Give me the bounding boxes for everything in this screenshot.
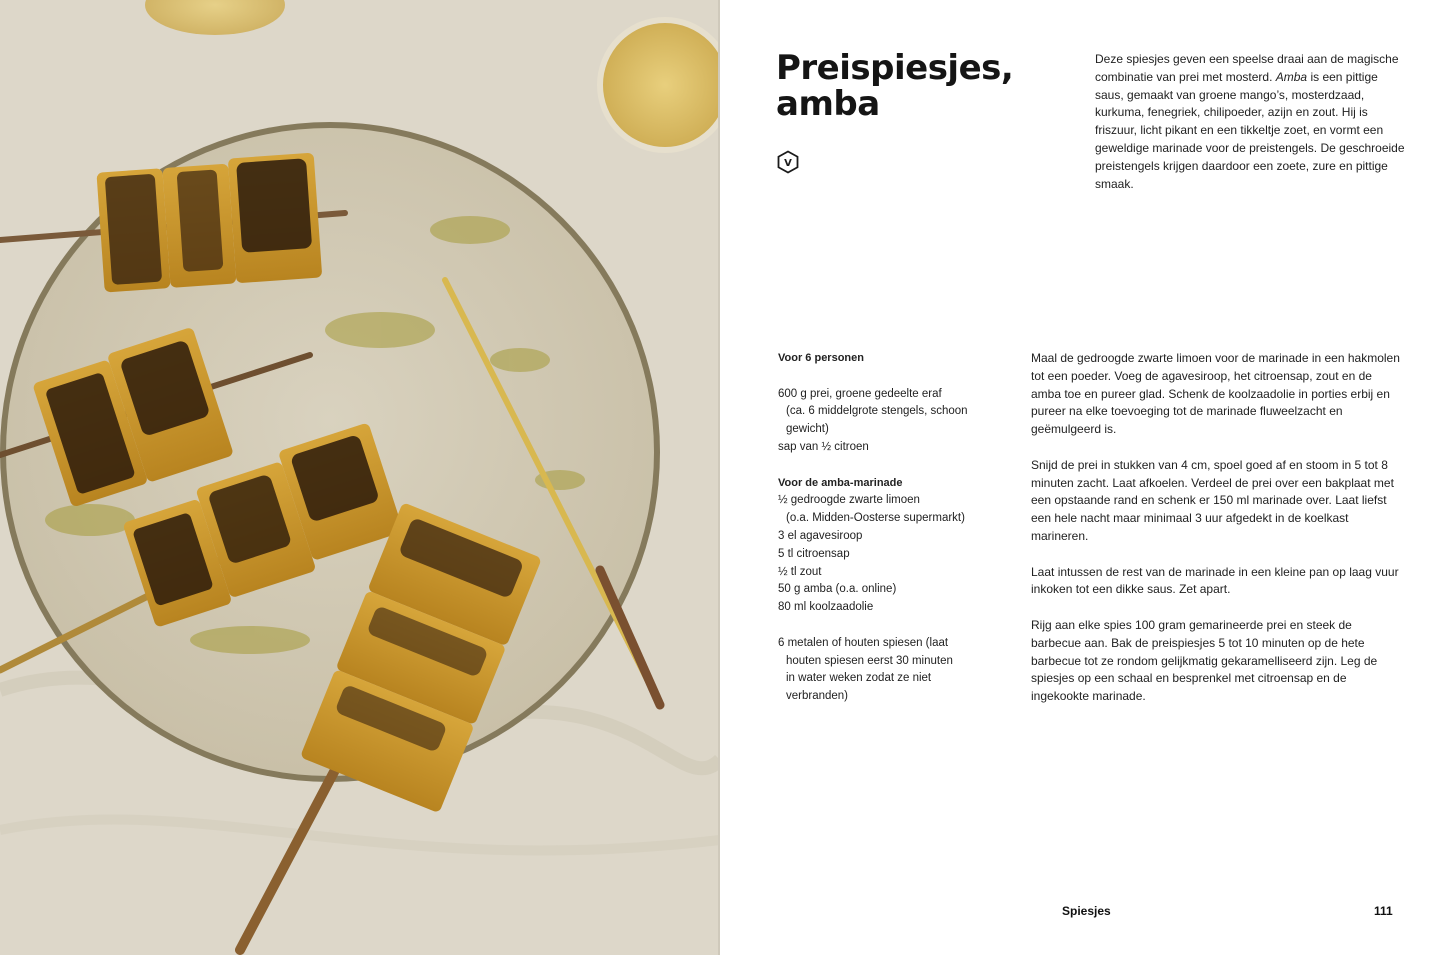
ingredient-item: 3 el agavesiroop <box>778 529 863 542</box>
ingredient-item: 600 g prei, groene gedeelte eraf <box>778 387 942 400</box>
method-step-1: Maal de gedroogde zwarte limoen voor de marinade in een hakmolen tot een poeder. Voeg de agavesiroop, het citroensap, zout en de amba toe en pureer glad. Schenk de koolzaadolie in porties erbij en pureer na elke toevoeging tot de marinade fluweelzacht en geëmulgeerd is. <box>1031 351 1400 437</box>
ingredient-item: 5 tl citroensap <box>778 547 850 560</box>
ingredients-list <box>778 350 993 706</box>
method-steps <box>1031 350 1401 724</box>
leek-skewer-1 <box>96 153 322 293</box>
recipe-title-line-1: Preispiesjes, <box>776 48 1014 88</box>
recipe-title <box>776 50 1013 122</box>
ingredient-item: 50 g amba (o.a. online) <box>778 583 897 596</box>
ingredient-item-continued: gewicht) <box>786 423 829 436</box>
vegetarian-badge-icon <box>776 150 800 174</box>
recipe-title-line-2: amba <box>776 84 880 124</box>
ingredient-item: ½ gedroogde zwarte limoen <box>778 494 920 507</box>
ingredient-item: 80 ml koolzaadolie <box>778 601 874 614</box>
ingredient-item-continued: (ca. 6 middelgrote stengels, schoon <box>786 405 968 418</box>
method-step-3: Laat intussen de rest van de marinade in een kleine pan op laag vuur inkoken tot een dikke saus. Zet apart. <box>1031 564 1399 597</box>
ingredient-item-continued: in water weken zodat ze niet <box>786 672 932 685</box>
ingredient-item: ½ tl zout <box>778 565 822 578</box>
ingredient-item-continued: (o.a. Midden-Oosterse supermarkt) <box>786 512 965 525</box>
intro-text-end: is een pittige saus, gemaakt van groene mango’s, mosterdzaad, kurkuma, fenegriek, chilipoeder, azijn en zout. Hij is friszuur, licht pikant en een tikkeltje zoet, en vormt een geweldige marinade voor de preistengels. De geschroeide preistengels krijgen daardoor een zoete, zure en pittige smaak. <box>1095 69 1405 191</box>
intro-paragraph <box>1095 51 1405 193</box>
marinade-heading: Voor de amba-marinade <box>778 476 903 489</box>
ingredient-item: 6 metalen of houten spiesen (laat <box>778 636 949 649</box>
ingredient-item-continued: houten spiesen eerst 30 minuten <box>786 654 953 667</box>
method-step-2: Snijd de prei in stukken van 4 cm, spoel goed af en stoom in 5 tot 8 minuten zacht. Laat afkoelen. Verdeel de prei over een bakplaat met een opstaande rand en schenk er 150 ml marinade over. Laat liefst een hele nacht maar minimaal 3 uur afgedekt in de koelkast marineren. <box>1031 457 1394 543</box>
beer-glass-right <box>600 20 720 150</box>
recipe-page <box>720 0 1440 955</box>
intro-emphasis: Amba <box>1275 69 1308 84</box>
footer-section-name: Spiesjes <box>1062 904 1111 918</box>
recipe-intro <box>1095 51 1405 193</box>
vegetarian-badge-letter: V <box>784 158 792 169</box>
page-number: 111 <box>1374 904 1393 918</box>
method-step-4: Rijg aan elke spies 100 gram gemarineerde prei en steek de barbecue aan. Bak de preispiesjes 5 tot 10 minuten op de hete barbecue tot ze rondom gelijkmatig gekaramelliseerd zijn. Leg de spiesjes op een schaal en besprenkel met citroensap en de ingekookte marinade. <box>1031 617 1378 704</box>
ingredient-item: sap van ½ citroen <box>778 440 869 453</box>
intro-text-start: Deze spiesjes geven een speelse draai aan de magische combinatie van prei met mosterd. <box>1095 52 1399 84</box>
servings-heading: Voor 6 personen <box>778 352 864 364</box>
ingredient-item-continued: verbranden) <box>786 690 849 703</box>
